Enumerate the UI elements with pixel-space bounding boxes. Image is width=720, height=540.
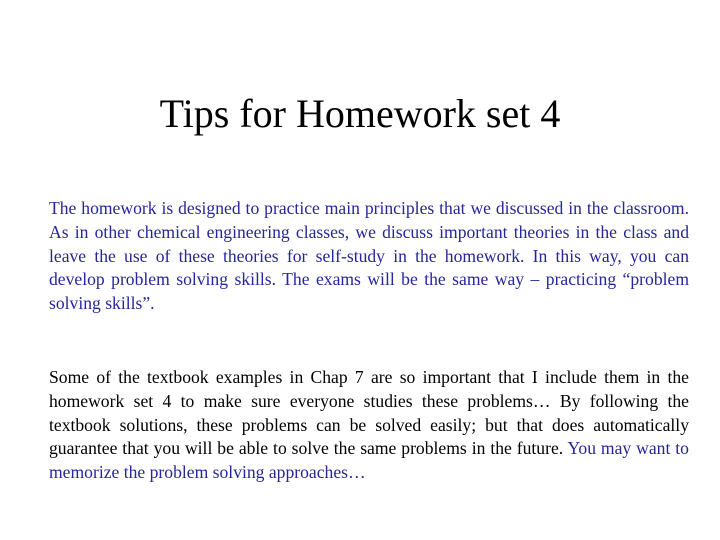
paragraph-textbook-examples	[49, 366, 689, 485]
paragraph-homework-purpose: The homework is designed to practice main principles that we discussed in the classroom. As in other chemical engineering classes, we discuss important theories in the class and leave the use of these theories for self-study in the homework. In this way, you can develop problem solving skills. The exams will be the same way – practicing “problem solving skills”.	[49, 198, 689, 314]
slide-title: Tips for Homework set 4	[159, 91, 561, 136]
paragraph-memorize-tip: You may want to memorize the problem solving approaches…	[49, 438, 689, 483]
paragraph-textbook-examples-main: Some of the textbook examples in Chap 7 are so important that I include them in the homework set 4 to make sure everyone studies these problems… By following the textbook solutions, these problems can be solved easily; but that does automatically guarantee that you will be able to solve the same problems in the future.	[49, 367, 689, 459]
